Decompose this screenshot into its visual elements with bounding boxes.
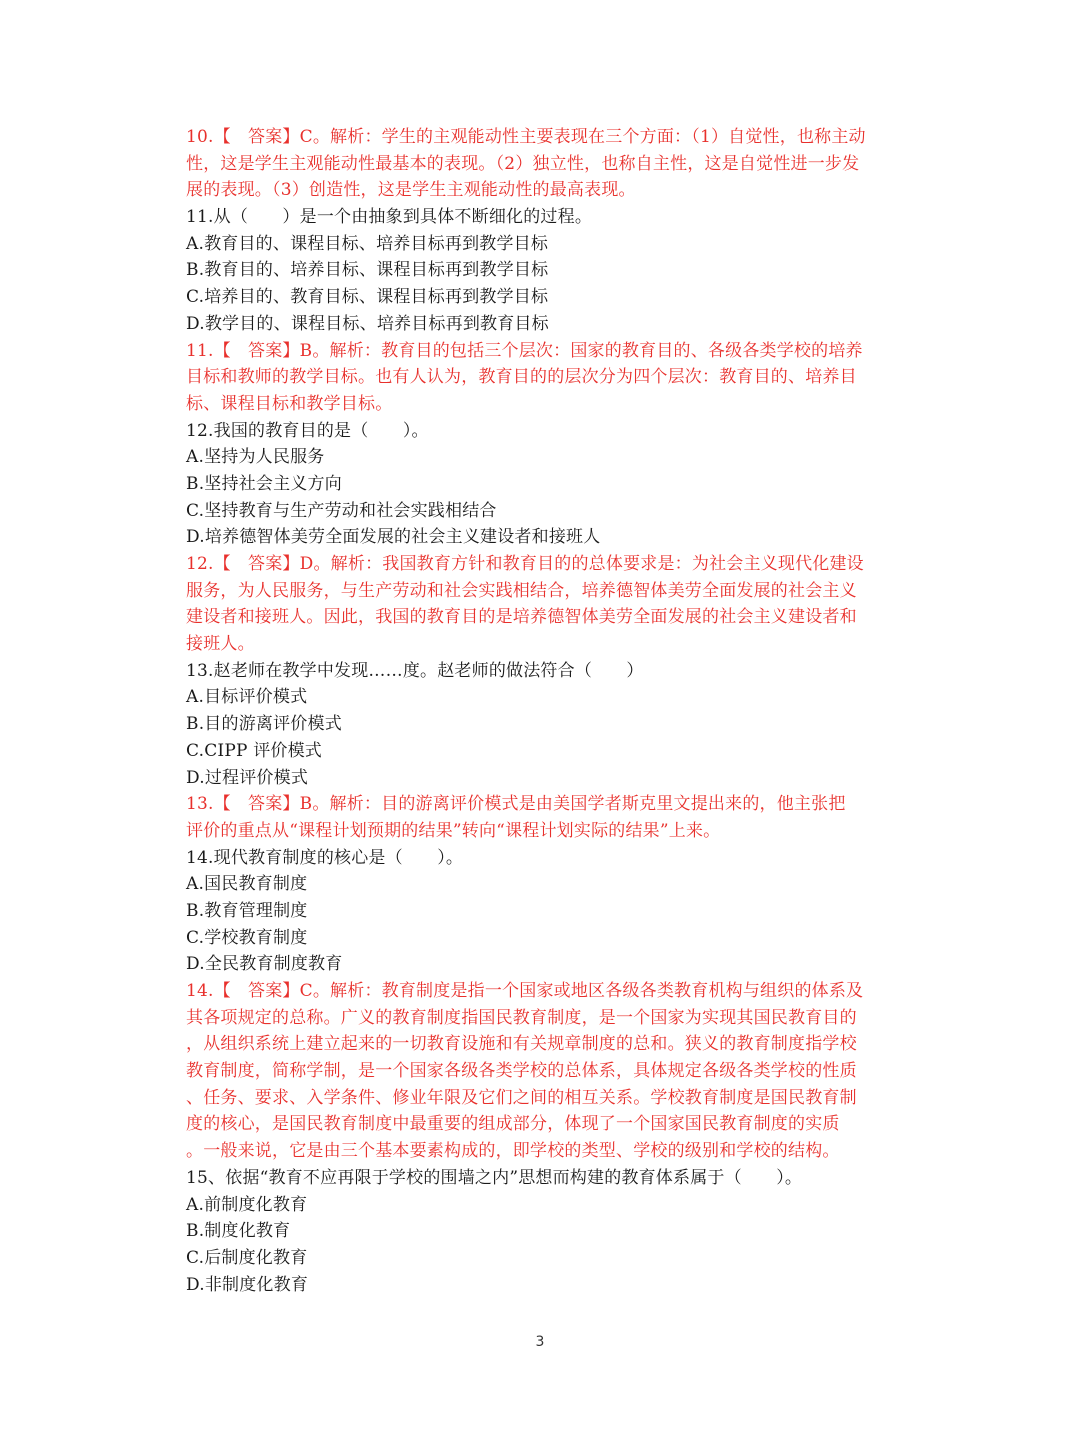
answer-line: 10.【 答案】C。解析：学生的主观能动性主要表现在三个方面：（1）自觉性，也称主动 xyxy=(186,127,866,147)
answer-10 xyxy=(186,124,898,204)
answer-line: 其各项规定的总称。广义的教育制度指国民教育制度，是一个国家为实现其国民教育目的 xyxy=(186,1007,857,1028)
question-stem: 13.赵老师在教学中发现……度。赵老师的做法符合（ ） xyxy=(186,660,644,681)
answer-11 xyxy=(186,338,898,418)
option-a: A.国民教育制度 xyxy=(186,874,308,895)
question-stem: 11.从（ ）是一个由抽象到具体不断细化的过程。 xyxy=(186,207,593,228)
answer-line: 14.【 答案】C。解析：教育制度是指一个国家或地区各级各类教育机构与组织的体系及 xyxy=(186,981,864,1001)
option-a: A.目标评价模式 xyxy=(186,687,308,708)
question-stem: 15、依据“教育不应再限于学校的围墙之内”思想而构建的教育体系属于（ ）。 xyxy=(186,1167,803,1188)
option-d: D.教学目的、课程目标、培养目标再到教育目标 xyxy=(186,313,549,334)
answer-line: ，从组织系统上建立起来的一切教育设施和有关规章制度的总和。狭义的教育制度指学校 xyxy=(186,1034,857,1055)
answer-line: 目标和教师的教学目标。也有人认为，教育目的的层次分为四个层次：教育目的、培养目 xyxy=(186,367,857,388)
question-15 xyxy=(186,1165,898,1298)
answer-line: 标、课程目标和教学目标。 xyxy=(186,393,393,414)
document-page xyxy=(186,124,898,1298)
option-d: D.非制度化教育 xyxy=(186,1274,309,1295)
answer-line: 、任务、要求、入学条件、修业年限及它们之间的相互关系。学校教育制度是国民教育制 xyxy=(186,1087,857,1108)
answer-line: 展的表现。（3）创造性，这是学生主观能动性的最高表现。 xyxy=(186,180,636,201)
answer-13 xyxy=(186,791,898,844)
question-13 xyxy=(186,658,898,791)
option-d: D.全民教育制度教育 xyxy=(186,954,343,975)
answer-line: 评价的重点从“课程计划预期的结果”转向“课程计划实际的结果”上来。 xyxy=(186,820,721,841)
option-c: C.学校教育制度 xyxy=(186,927,308,948)
option-b: B.制度化教育 xyxy=(186,1221,291,1242)
option-b: B.坚持社会主义方向 xyxy=(186,473,342,494)
option-b: B.教育目的、培养目标、课程目标再到教学目标 xyxy=(186,260,549,281)
option-b: B.教育管理制度 xyxy=(186,900,308,921)
option-c: C.CIPP 评价模式 xyxy=(186,740,323,761)
answer-line: 性，这是学生主观能动性最基本的表现。（2）独立性，也称自主性，这是自觉性进一步发 xyxy=(186,153,860,174)
answer-14 xyxy=(186,978,898,1165)
option-c: C.后制度化教育 xyxy=(186,1247,308,1268)
answer-line: 。一般来说，它是由三个基本要素构成的，即学校的类型、学校的级别和学校的结构。 xyxy=(186,1141,840,1162)
option-c: C.坚持教育与生产劳动和社会实践相结合 xyxy=(186,500,497,521)
question-12 xyxy=(186,418,898,551)
question-11 xyxy=(186,204,898,337)
answer-line: 12.【 答案】D。解析：我国教育方针和教育目的的总体要求是：为社会主义现代化建设 xyxy=(186,554,864,574)
answer-line: 度的核心，是国民教育制度中最重要的组成部分，体现了一个国家国民教育制度的实质 xyxy=(186,1114,840,1135)
question-stem: 14.现代教育制度的核心是（ ）。 xyxy=(186,847,464,868)
page-number: 3 xyxy=(535,1334,545,1350)
option-d: D.过程评价模式 xyxy=(186,767,309,788)
option-a: A.前制度化教育 xyxy=(186,1194,308,1215)
answer-12 xyxy=(186,551,898,658)
answer-line: 11.【 答案】B。解析：教育目的包括三个层次：国家的教育目的、各级各类学校的培养 xyxy=(186,340,863,361)
option-a: A.教育目的、课程目标、培养目标再到教学目标 xyxy=(186,233,549,254)
answer-line: 教育制度，简称学制，是一个国家各级各类学校的总体系，具体规定各级各类学校的性质 xyxy=(186,1061,857,1082)
question-stem: 12.我国的教育目的是（ ）。 xyxy=(186,420,429,441)
answer-line: 服务，为人民服务，与生产劳动和社会实践相结合，培养德智体美劳全面发展的社会主义 xyxy=(186,580,857,601)
option-a: A.坚持为人民服务 xyxy=(186,447,325,468)
option-d: D.培养德智体美劳全面发展的社会主义建设者和接班人 xyxy=(186,527,601,548)
answer-line: 接班人。 xyxy=(186,634,255,655)
option-c: C.培养目的、教育目标、课程目标再到教学目标 xyxy=(186,287,549,308)
answer-line: 建设者和接班人。因此，我国的教育目的是培养德智体美劳全面发展的社会主义建设者和 xyxy=(186,607,857,628)
answer-line: 13.【 答案】B。解析：目的游离评价模式是由美国学者斯克里文提出来的，他主张把 xyxy=(186,794,846,815)
question-14 xyxy=(186,845,898,978)
option-b: B.目的游离评价模式 xyxy=(186,714,342,735)
